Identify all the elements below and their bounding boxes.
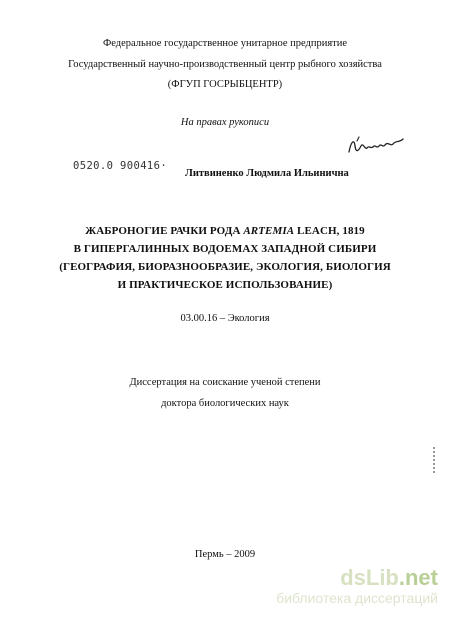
dslib-logo-part-2: .net — [398, 565, 438, 590]
dissertation-title-line-1 — [0, 225, 450, 237]
title-genus: ARTEMIA — [243, 225, 295, 237]
title-suffix: LEACH, 1819 — [294, 225, 365, 237]
header-organization-line-1: Федеральное государственное унитарное предприятие — [102, 38, 348, 49]
degree-line-2: доктора биологических наук — [161, 398, 289, 409]
signature-icon — [345, 132, 407, 160]
dissertation-title-line-2: В ГИПЕРГАЛИННЫХ ВОДОЕМАХ ЗАПАДНОЙ СИБИРИ — [73, 243, 377, 255]
degree-line-1: Диссертация на соискание ученой степени — [129, 377, 321, 388]
specialty-code: 03.00.16 – Экология — [180, 313, 270, 324]
title-prefix: ЖАБРОНОГИЕ РАЧКИ РОДА — [85, 225, 244, 237]
dslib-logo — [276, 566, 438, 590]
dslib-subtitle: библиотека диссертаций — [276, 590, 438, 606]
dslib-logo-part-1: dsLib — [340, 565, 399, 590]
header-organization-line-2: Государственный научно-производственный центр рыбного хозяйства — [68, 59, 382, 70]
place-and-year: Пермь – 2009 — [194, 549, 256, 560]
scan-artifact-mark — [432, 447, 436, 475]
dissertation-title-line-3: (ГЕОГРАФИЯ, БИОРАЗНООБРАЗИЕ, ЭКОЛОГИЯ, БИОЛОГИЯ — [59, 261, 391, 273]
author-name: Литвиненко Людмила Ильинична — [185, 168, 349, 179]
header-organization-abbreviation: (ФГУП ГОСРЫБЦЕНТР) — [167, 79, 283, 90]
dissertation-title-line-4: И ПРАКТИЧЕСКОЕ ИСПОЛЬЗОВАНИЕ) — [117, 279, 333, 291]
manuscript-rights-note: На правах рукописи — [180, 117, 270, 128]
dslib-watermark — [276, 566, 438, 606]
archive-stamp-number: 0520.0 900416· — [73, 160, 168, 172]
